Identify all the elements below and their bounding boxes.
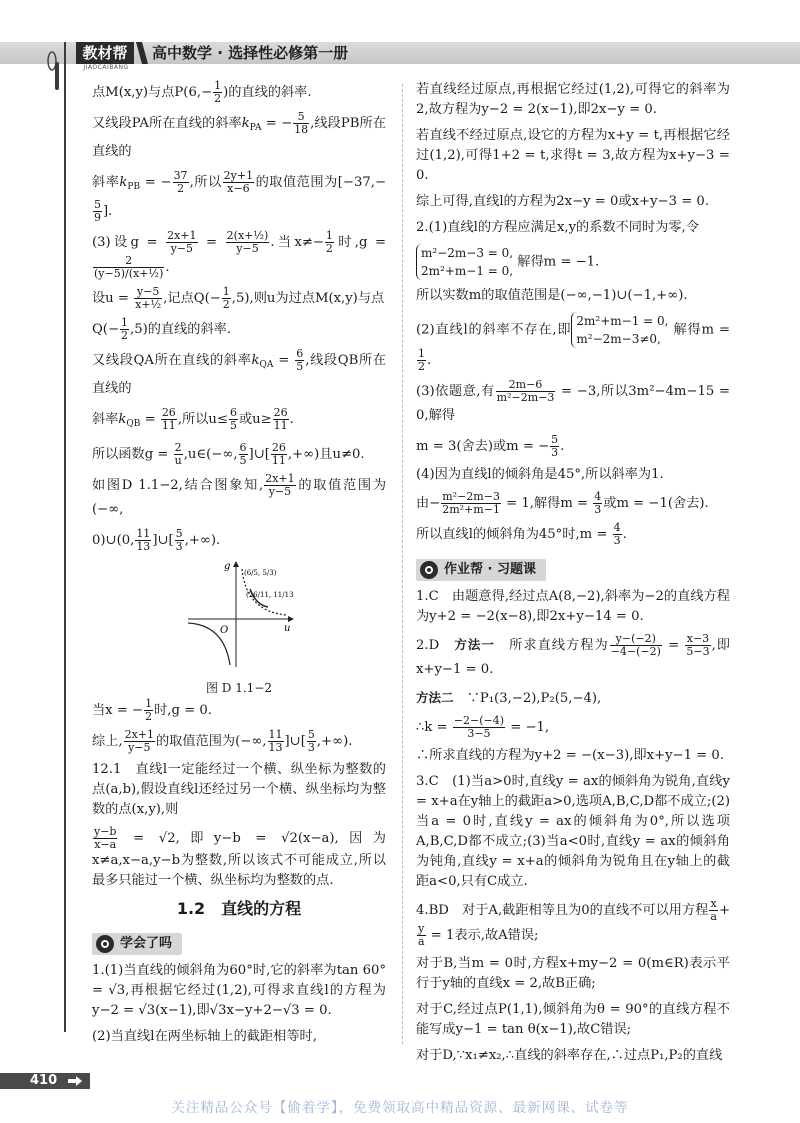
paragraph: 由− $\frac{\text{m²−2m−3}}{\text{2m²+m−1}}$ = 1,解得m = $\frac{4}{3}$ 或m = −1(舍去). [416, 490, 709, 516]
page-header [0, 0, 800, 86]
fraction: $\frac{1}{2}$ [214, 79, 222, 105]
brand-logo-sub: JIAOCAIBANG [83, 64, 129, 71]
paragraph: (4)因为直线l的倾斜角是45°,所以斜率为1. [416, 467, 664, 482]
paragraph: 若直线经过原点,再根据它经过(1,2),可得它的斜率为2,故方程为y−2 = 2(x−1),即2x−y = 0. [416, 82, 730, 117]
point-label: (6/5, 5/3) [244, 569, 277, 577]
paragraph: 又线段QA所在直线的斜率$k_{QA}$ = $\frac{6}{5}$ ,线段QB所在直线的 [92, 347, 386, 396]
paragraph: 对于B,当m = 0时,方程x+my−2 = 0(m∈R)表示平行于y轴的直线x = 2,故B正确; [416, 956, 730, 991]
paragraph: 2.D 方法一 所求直线方程为 $\frac{y-(-2)}{-4-(-2)}$ = $\frac{x-3}{5-3}$ ,即x+y−1 = 0. [416, 632, 730, 677]
paragraph: ∴k = $\frac{-2-(-4)}{3-5}$ = −1, [416, 714, 550, 740]
left-margin-pin [55, 62, 59, 90]
target-icon [420, 561, 438, 579]
paragraph: 3.C (1)当a>0时,直线y = ax的倾斜角为锐角,直线y = x+a在y轴上的截距a>0,选项A,B,C,D都不成立;(2)当a = 0时,直线y = ax的倾斜角为0°,所以选项A,B,C,D都不成立;(3)当a<0时,直线y = ax的倾斜角为钝角,直线y = x+a的倾斜角为锐角且在y轴上的截距a<0,只有C成立. [416, 774, 730, 889]
section-tag: 学会了吗 [92, 933, 182, 955]
paragraph: 4.BD 对于A,截距相等且为0的直线不可以用方程 $\frac{x}{a}$ + $\frac{y}{a}$ = 1表示,故A错误; [416, 897, 730, 948]
point-label: (26/11, 11/13) [246, 591, 294, 599]
paragraph: 设u = $\frac{y-5}{\text{x+½}}$ ,记点Q(− $\frac{1}{2}$ ,5),则u为过点M(x,y)与点 [92, 285, 385, 311]
paragraph: 点M(x,y)与点P(6,− $\frac{1}{2}$ )的直线的斜率. [92, 79, 312, 105]
left-margin-rule [64, 42, 66, 1032]
origin-label: O [220, 625, 229, 636]
header-slash-icon [136, 42, 148, 64]
brand-logo: 教材帮 [76, 42, 134, 64]
paragraph: 综上可得,直线l的方程为2x−y = 0或x+y−3 = 0. [416, 194, 710, 209]
book-title: 高中数学 · 选择性必修第一册 [152, 44, 349, 62]
section-tag: 作业帮 · 习题课 [416, 559, 546, 581]
axis-label-u: u [284, 623, 291, 634]
paragraph: 当x = − $\frac{1}{2}$ 时,g = 0. [92, 697, 212, 723]
axis-label-g: g [224, 561, 231, 572]
paragraph: ∴所求直线的方程为y+2 = −(x−3),即x+y−1 = 0. [416, 748, 724, 763]
page-number: 410 [30, 1073, 58, 1088]
equation-system: m²−2m−3 = 0, 2m²+m−1 = 0, [416, 244, 513, 280]
paragraph: 斜率$k_{QB}$ = $\frac{26}{11}$ ,所以u≤ $\frac{6}{5}$ 或u≥ $\frac{26}{11}$ . [92, 406, 294, 432]
paragraph: m = 3(舍去)或m = − $\frac{5}{3}$ . [416, 433, 565, 459]
figure-d1-1-2 [139, 559, 339, 698]
paragraph: Q(− $\frac{1}{2}$ ,5)的直线的斜率. [92, 316, 232, 342]
column-divider [402, 84, 403, 1044]
equation-system: 2m²+m−1 = 0, m²−2m−3≠0, [571, 312, 668, 348]
paragraph: 对于D,∵x₁≠x₂,∴直线的斜率存在,∴过点P₁,P₂的直线 [416, 1048, 723, 1063]
paragraph: 1.C 由题意得,经过点A(8,−2),斜率为−2的直线方程为y+2 = −2(x−8),即2x+y−14 = 0. [416, 589, 730, 624]
paragraph: 对于C,经过点P(1,1),倾斜角为θ = 90°的直线方程不能写成y−1 = tan θ(x−1),故C错误; [416, 1002, 730, 1037]
paragraph: 斜率$k_{PB}$ = − $\frac{37}{2}$ ,所以 $\frac{2y+1}{x-6}$ 的取值范围为[−37,− $\frac{5}{9}$ ]. [92, 169, 386, 224]
paragraph: 所以函数g = $\frac{2}{u}$ ,u∈(−∞, $\frac{6}{5}$ ]∪[ $\frac{26}{11}$ ,+∞)且u≠0. [92, 441, 365, 467]
paragraph: (2)当直线l在两坐标轴上的截距相等时, [92, 1029, 317, 1044]
paragraph: 1.(1)当直线的倾斜角为60°时,它的斜率为tan 60° = √3,再根据它经过(1,2),可得求直线l的方程为y−2 = √3(x−1),即√3x−y+2−√3 = 0. [92, 963, 386, 1018]
paragraph: 方法二 ∵P₁(3,−2),P₂(5,−4), [416, 690, 602, 706]
paragraph: 如图D 1.1−2,结合图象知, $\frac{2x+1}{y-5}$ 的取值范围为(−∞, [92, 472, 387, 517]
paragraph: (2)直线l的斜率不存在,即 2m²+m−1 = 0, m²−2m−3≠0, 解得m = $\frac{1}{2}$ . [416, 314, 730, 373]
paragraph: 2.(1)直线l的方程应满足x,y的系数不同时为零,令 [416, 220, 699, 235]
figure-caption: 图 D 1.1−2 [205, 681, 273, 695]
target-icon [96, 935, 114, 953]
paragraph: 若直线不经过原点,设它的方程为x+y = t,再根据它经过(1,2),可得1+2 = t,求得t = 3,故方程为x+y−3 = 0. [416, 128, 730, 183]
left-column [92, 80, 386, 1053]
paragraph: 0)∪(0, $\frac{11}{13}$ ]∪[ $\frac{5}{3}$ ,+∞). [92, 527, 221, 553]
paragraph: 所以实数m的取值范围是(−∞,−1)∪(−1,+∞). [416, 288, 688, 303]
section-title: 1.2 直线的方程 [176, 899, 302, 918]
paragraph: 所以直线l的倾斜角为45°时,m = $\frac{4}{3}$ . [416, 521, 627, 547]
paragraph: (3)设g = $\frac{2x+1}{y-5}$ = $\frac{\text{2(x+½)}}{y-5}$ .当x≠− $\frac{1}{2}$ 时,g = $\frac{2}{\text{(y−5)/(x+½)}}$ . [92, 229, 386, 280]
right-column [416, 80, 730, 1072]
paragraph: (3)依题意,有 $\frac{2m-6}{\text{m²−2m−3}}$ = −3,所以3m²−4m−15 = 0,解得 [416, 378, 730, 423]
footer-watermark-note: 关注精品公众号【偷着学】，免费领取高中精品资源、最新网课、试卷等 [171, 1100, 629, 1116]
paragraph: 12.1 直线l一定能经过一个横、纵坐标为整数的点(a,b),假设直线l还经过另一个横、纵坐标均为整数的点(x,y),则 [92, 762, 386, 817]
paragraph: $\frac{y-b}{x-a}$ = √2,即y−b = √2(x−a),因为x≠a,x−a,y−b为整数,所以该式不可能成立,所以最多只能过一个横、纵坐标均为整数的点. [92, 825, 386, 888]
paragraph: m²−2m−3 = 0, 2m²+m−1 = 0, 解得m = −1. [416, 244, 730, 280]
function-graph [184, 559, 294, 669]
paragraph: 又线段PA所在直线的斜率$k_{PA}$ = − $\frac{5}{18}$ ,线段PB所在直线的 [92, 110, 386, 159]
arrow-right-icon [68, 1076, 82, 1086]
paragraph: 综上, $\frac{2x+1}{y-5}$ 的取值范围为(−∞, $\frac{11}{13}$ ]∪[ $\frac{5}{3}$ ,+∞). [92, 728, 353, 754]
